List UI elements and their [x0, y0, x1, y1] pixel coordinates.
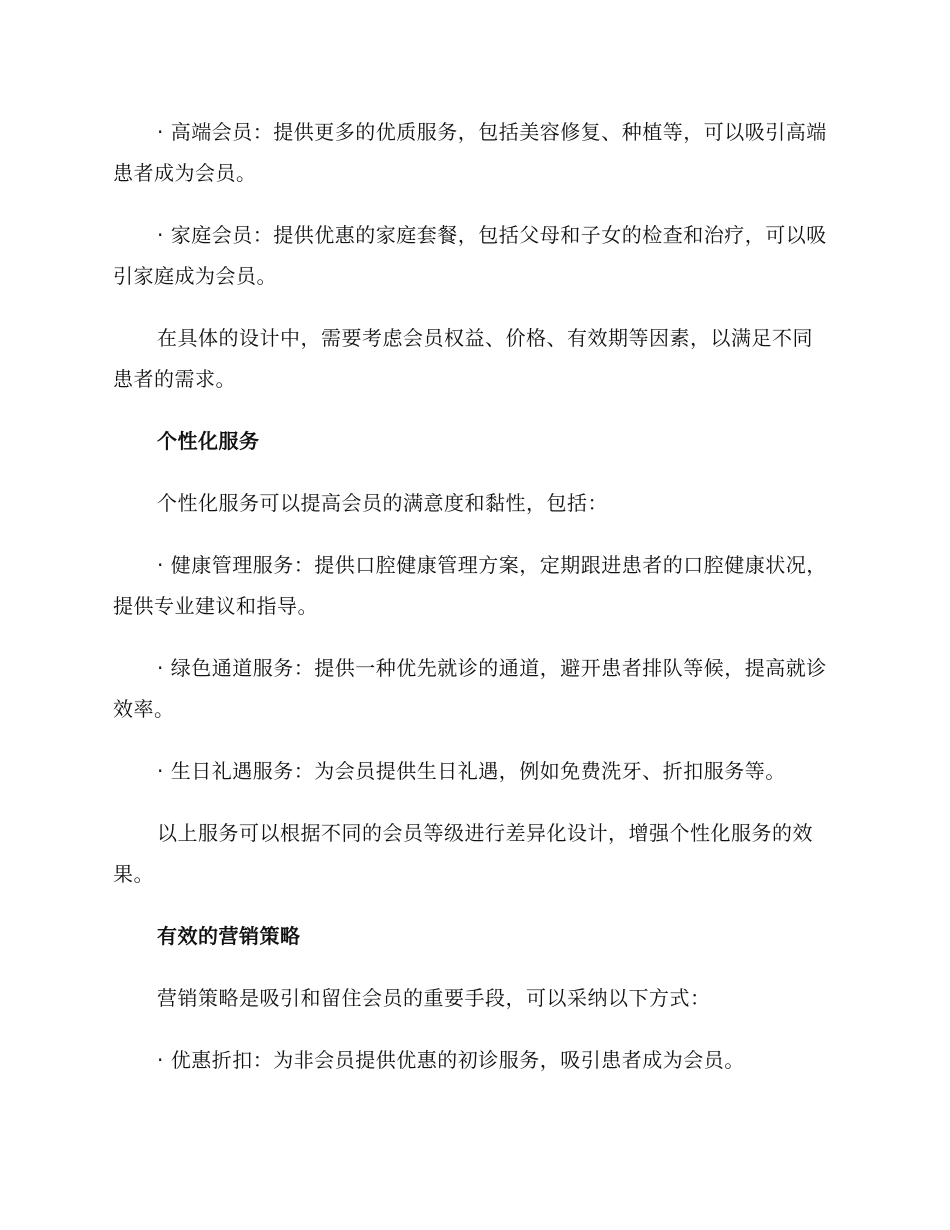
bullet-premium-membership: · 高端会员：提供更多的优质服务，包括美容修复、种植等，可以吸引高端患者成为会员。 [113, 112, 831, 194]
bullet-discount: · 优惠折扣：为非会员提供优惠的初诊服务，吸引患者成为会员。 [113, 1040, 831, 1081]
bullet-birthday-service: · 生日礼遇服务：为会员提供生日礼遇，例如免费洗牙、折扣服务等。 [113, 751, 831, 792]
paragraph-personalized-intro: 个性化服务可以提高会员的满意度和黏性，包括： [157, 491, 608, 515]
document-body [113, 112, 831, 1102]
section-heading-personalized-service: 个性化服务 [157, 429, 260, 453]
bullet-green-channel: · 绿色通道服务：提供一种优先就诊的通道，避开患者排队等候，提高就诊效率。 [113, 648, 831, 730]
bullet-health-management: · 健康管理服务：提供口腔健康管理方案，定期跟进患者的口腔健康状况，提供专业建议和指导。 [113, 545, 831, 627]
paragraph-design-considerations: 在具体的设计中，需要考虑会员权益、价格、有效期等因素，以满足不同患者的需求。 [113, 326, 813, 391]
paragraph-differentiated-design: 以上服务可以根据不同的会员等级进行差异化设计，增强个性化服务的效果。 [113, 821, 813, 886]
paragraph-marketing-intro: 营销策略是吸引和留住会员的重要手段，可以采纳以下方式： [157, 986, 711, 1010]
bullet-family-membership: · 家庭会员：提供优惠的家庭套餐，包括父母和子女的检查和治疗，可以吸引家庭成为会员。 [113, 215, 831, 297]
section-heading-marketing-strategy: 有效的营销策略 [157, 924, 301, 948]
